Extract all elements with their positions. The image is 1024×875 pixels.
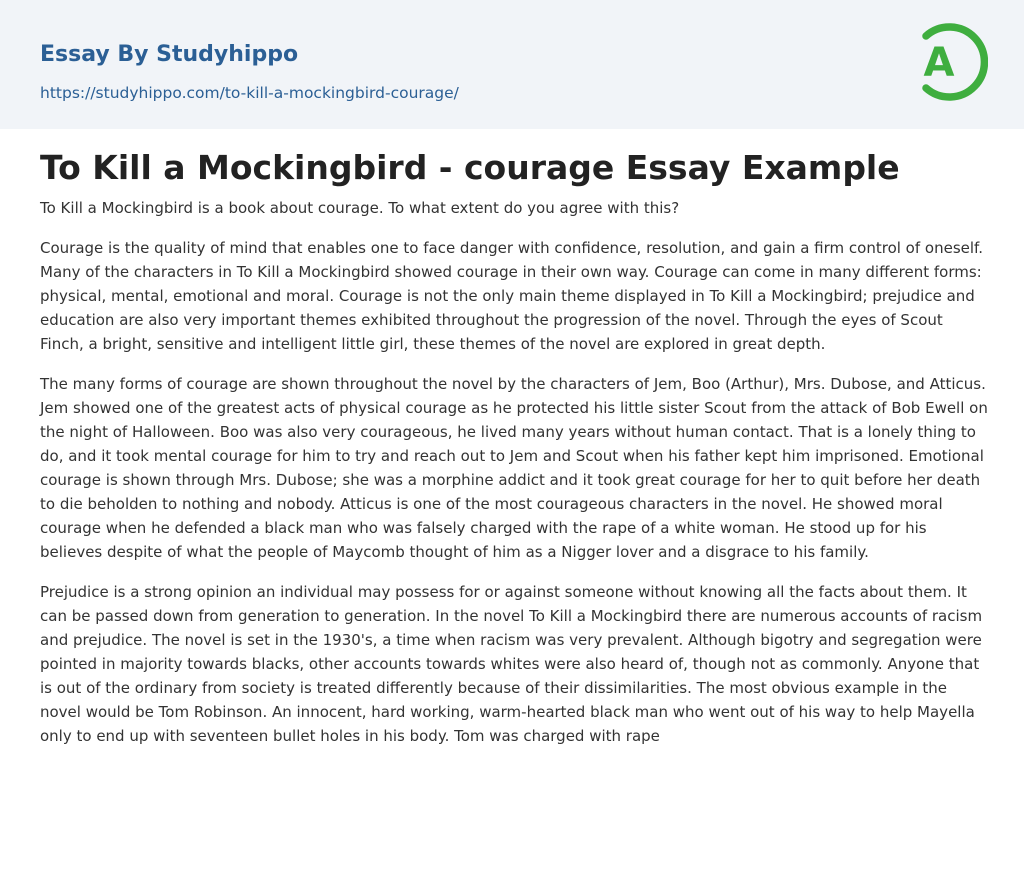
page-title: To Kill a Mockingbird - courage Essay Example [40,148,900,187]
paragraph-courage: The many forms of courage are shown throughout the novel by the characters of Jem, Boo (Arthur), Mrs. Dubose, and Atticus. Jem showed one of the greatest acts of physical courage as he protected his little sister Scout from the attack of Bob Ewell on the night of Halloween. Boo was also very courageous, he lived many years without human contact. That is a lonely thing to do, and it took mental courage for him to try and reach out to Jem and Scout when his father kept him imprisoned. Emotional courage is shown through Mrs. Dubose; she was a morphine addict and it took great courage for her to quit before her death to die beholden to nothing and nobody. Atticus is one of the most courageous characters in the novel. He showed moral courage when he defended a black man who was falsely charged with the rape of a white woman. He stood up for his believes despite of what the people of Maycomb thought of him as a Nigger lover and a disgrace to his family. [40,375,988,561]
article [40,146,988,764]
source-url-link[interactable]: https://studyhippo.com/to-kill-a-mockingbird-courage/ [40,84,459,102]
paragraph-intro: Courage is the quality of mind that enables one to face danger with confidence, resolution, and gain a firm control of oneself. Many of the characters in To Kill a Mockingbird showed courage in their own way. Courage can come in many different forms: physical, mental, emotional and moral. Courage is not the only main theme displayed in To Kill a Mockingbird; prejudice and education are also very important themes exhibited throughout the progression of the novel. Through the eyes of Scout Finch, a bright, sensitive and intelligent little girl, these themes of the novel are explored in great depth. [40,239,983,353]
svg-text:A: A [923,40,955,86]
studyhippo-logo-icon[interactable] [912,18,988,106]
site-header [0,0,1024,129]
site-brand: Essay By Studyhippo [40,42,299,67]
paragraph-prejudice: Prejudice is a strong opinion an individual may possess for or against someone without knowing all the facts about them. It can be passed down from generation to generation. In the novel To Kill a Mockingbird there are numerous accounts of racism and prejudice. The novel is set in the 1930's, a time when racism was very prevalent. Although bigotry and segregation were pointed in majority towards blacks, other accounts towards whites were also heard of, though not as commonly. Anyone that is out of the ordinary from society is treated differently because of their dissimilarities. The most obvious example in the novel would be Tom Robinson. An innocent, hard working, warm-hearted black man who went out of his way to help Mayella only to end up with seventeen bullet holes in his body. Tom was charged with rape [40,583,983,745]
essay-prompt: To Kill a Mockingbird is a book about courage. To what extent do you agree with this? [40,199,680,217]
